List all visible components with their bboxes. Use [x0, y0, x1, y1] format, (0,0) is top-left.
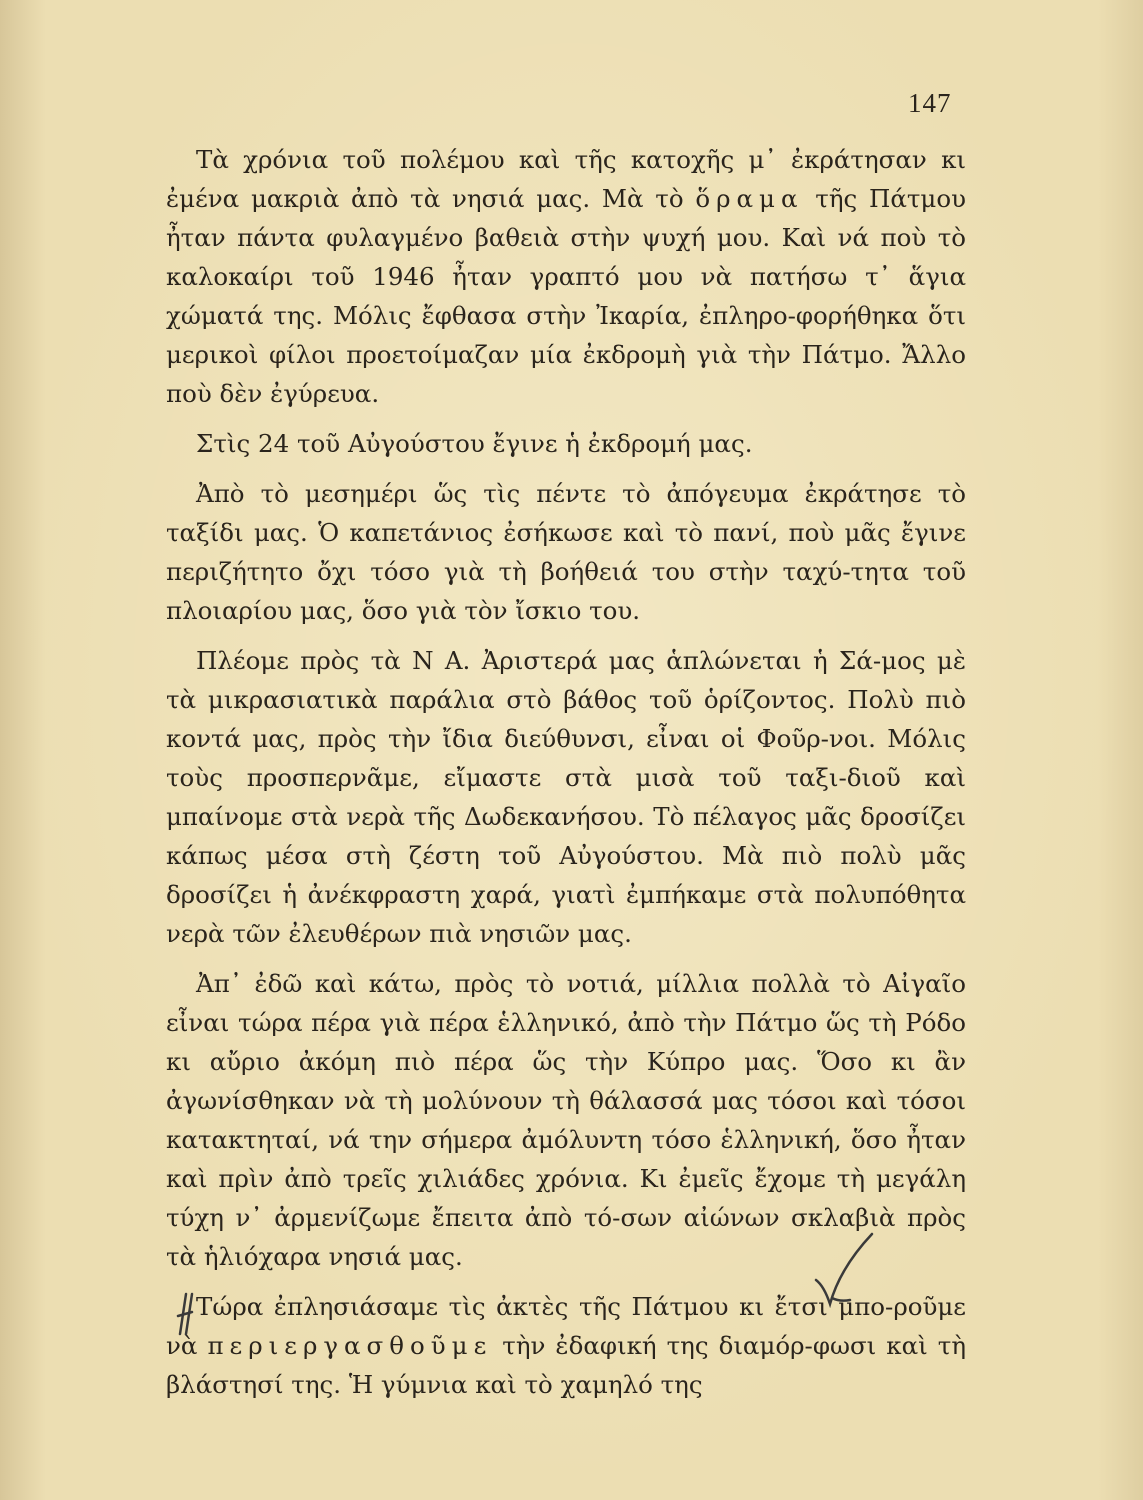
paragraph-text: Ἀπὸ τὸ μεσημέρι ὥς τὶς πέντε τὸ ἀπόγευμα ἐκράτησε τὸ ταξίδι μας. Ὁ καπετάνιος ἐσήκωσε καὶ τὸ πανί, ποὺ μᾶς ἔγινε περιζήτητο ὄχι τόσο γιὰ τὴ βοήθειά του στὴν ταχύ-τητα τοῦ πλοιαρίου μας, ὅσο γιὰ τὸν ἴσκιο του.	[166, 479, 966, 625]
paragraph-3	[166, 474, 966, 630]
paragraph-text: Στὶς 24 τοῦ Αὐγούστου ἔγινε ἡ ἐκδρομή μας.	[196, 429, 753, 458]
paragraph-text: τὴν ἐδαφική της διαμόρ-φωσι καὶ τὴ βλάστησί της. Ἡ γύμνια καὶ τὸ χαμηλό της	[166, 1331, 966, 1399]
paragraph-5	[166, 964, 966, 1276]
paragraph-text: Τὰ χρόνια τοῦ πολέμου καὶ τῆς κατοχῆς μ᾽ ἐκράτησαν κι ἐμένα μακριὰ ἀπὸ τὰ νησιά μας. Μὰ τὸ	[166, 145, 966, 213]
paragraph-4	[166, 641, 966, 953]
spaced-word: περιεργασθοῦμε	[207, 1331, 493, 1360]
spaced-word: ὅραμα	[695, 184, 804, 213]
paragraph-text: Πλέομε πρὸς τὰ Ν Α. Ἀριστερά μας ἁπλώνεται ἡ Σά-μος μὲ τὰ μικρασιατικὰ παράλια στὸ βάθος τοῦ ὁρίζοντος. Πολὺ πιὸ κοντά μας, πρὸς τὴν ἴδια διεύθυνσι, εἶναι οἱ Φοῦρ-νοι. Μόλις τοὺς προσπερνᾶμε, εἴμαστε στὰ μισὰ τοῦ ταξι-διοῦ καὶ μπαίνομε στὰ νερὰ τῆς Δωδεκανήσου. Τὸ πέλαγος μᾶς δροσίζει κάπως μέσα στὴ ζέστη τοῦ Αὐγούστου. Μὰ πιὸ πολὺ μᾶς δροσίζει ἡ ἀνέκφραστη χαρά, γιατὶ ἐμπήκαμε στὰ πολυπόθητα νερὰ τῶν ἐλευθέρων πιὰ νησιῶν μας.	[166, 646, 966, 948]
paragraph-text: Τώρα ἐπλησιάσαμε τὶς ἀκτὲς τῆς Πάτμου κι ἔτσι μπο-ροῦμε νὰ	[166, 1292, 966, 1360]
paragraph-1	[166, 140, 966, 413]
paragraph-text: Ἀπ᾽ ἐδῶ καὶ κάτω, πρὸς τὸ νοτιά, μίλλια πολλὰ τὸ Αἰγαῖο εἶναι τώρα πέρα γιὰ πέρα ἑλληνικό, ἀπὸ τὴν Πάτμο ὥς τὴ Ρόδο κι αὔριο ἀκόμη πιὸ πέρα ὥς τὴν Κύπρο μας. Ὅσο κι ἂν ἀγωνίσθηκαν νὰ τὴ μολύνουν τὴ θάλασσά μας τόσοι καὶ τόσοι κατακτηταί, νά την σήμερα ἀμόλυντη τόσο ἑλληνική, ὅσο ἦταν καὶ πρὶν ἀπὸ τρεῖς χιλιάδες χρόνια. Κι ἐμεῖς ἔχομε τὴ μεγάλη τύχη ν᾽ ἀρμενίζωμε ἔπειτα ἀπὸ τό-σων αἰώνων σκλαβιὰ πρὸς τὰ ἡλιόχαρα νησιά μας.	[166, 969, 966, 1271]
body-text	[166, 140, 966, 1415]
paragraph-2	[166, 424, 966, 463]
page-number: 147	[908, 88, 952, 118]
paragraph-text: τῆς Πάτμου ἦταν πάντα φυλαγμένο βαθειὰ στὴν ψυχή μου. Καὶ νά ποὺ τὸ καλοκαίρι τοῦ 1946 ἦταν γραπτό μου νὰ πατήσω τ᾽ ἅγια χώματά της. Μόλις ἔφθασα στὴν Ἰκαρία, ἐπληρο-φορήθηκα ὅτι μερικοὶ φίλοι προετοίμαζαν μία ἐκδρομὴ γιὰ τὴν Πάτμο. Ἄλλο ποὺ δὲν ἐγύρευα.	[166, 184, 966, 408]
paragraph-6	[166, 1287, 966, 1404]
